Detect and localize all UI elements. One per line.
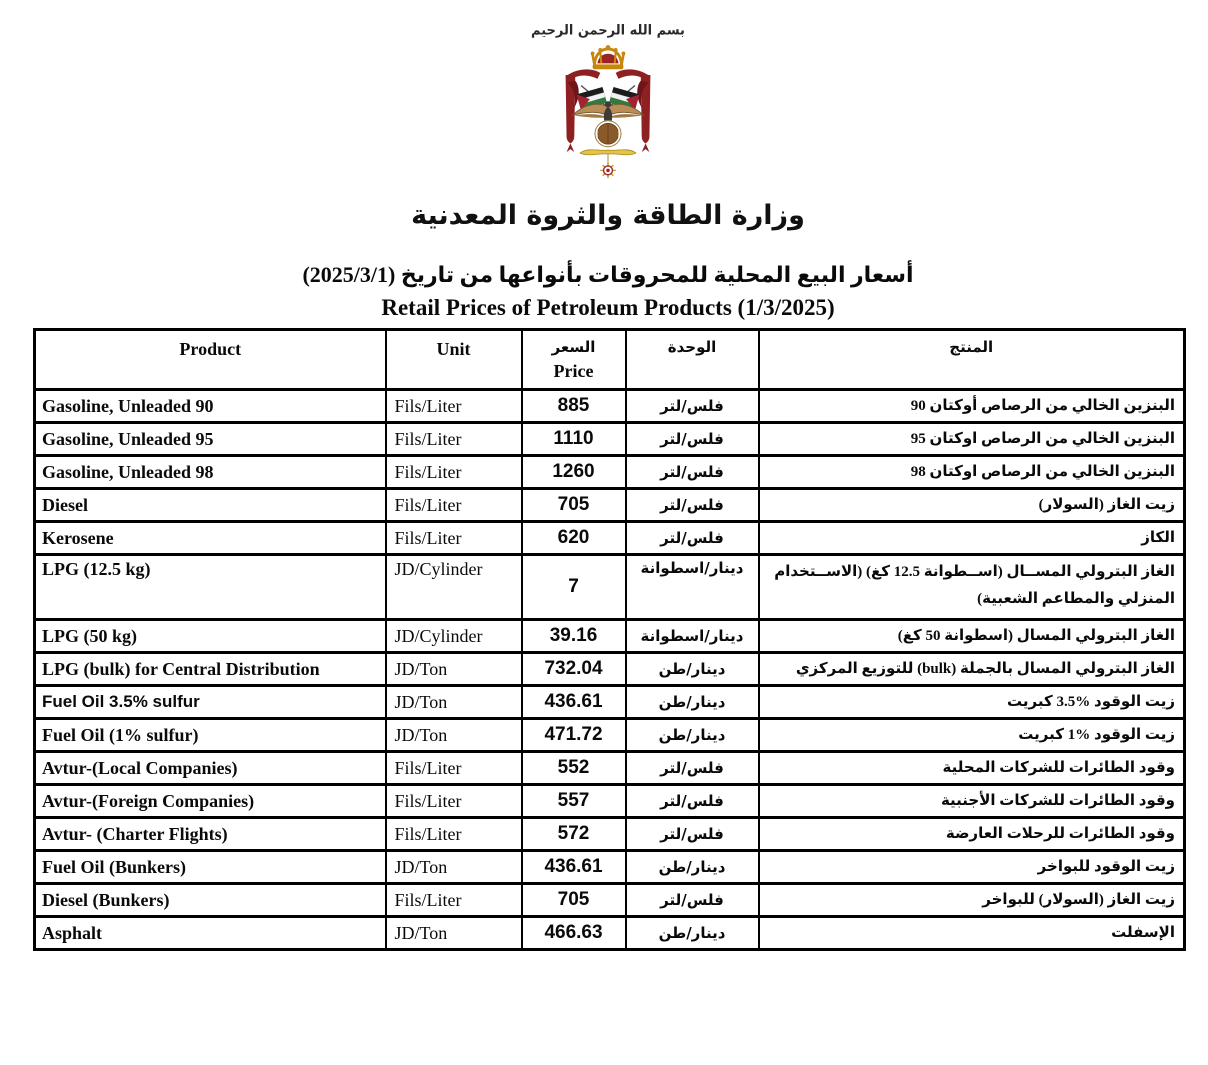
document-title-arabic: أسعار البيع المحلية للمحروقات بأنواعها من تاريخ (2025/3/1) [302,262,914,287]
header-product-ar: المنتج [759,330,1185,390]
unit-en-cell: JD/Cylinder [386,555,522,620]
letterhead [33,0,1183,324]
unit-en-cell: JD/Cylinder [386,620,522,653]
table-row [35,456,1185,489]
unit-en-cell: JD/Ton [386,917,522,950]
table-row [35,555,1185,620]
table-header-row [35,330,1185,390]
unit-ar-cell: فلس/لتر [626,818,759,851]
header-price-ar: السعر [551,338,596,356]
product-ar-cell: زيت الغاز (السولار) للبواخر [759,884,1185,917]
product-ar-cell: الكاز [759,522,1185,555]
table-row [35,851,1185,884]
product-ar-cell: الغاز البترولي المسال (اسطوانة 50 كغ) [759,620,1185,653]
header-product-en: Product [35,330,386,390]
document-page [33,0,1183,951]
price-cell: 471.72 [522,719,626,752]
unit-ar-cell: فلس/لتر [626,752,759,785]
petroleum-prices-table [33,328,1186,951]
price-cell: 1260 [522,456,626,489]
header-unit-en: Unit [386,330,522,390]
unit-en-cell: JD/Ton [386,719,522,752]
price-cell: 7 [522,555,626,620]
table-row [35,752,1185,785]
unit-en-cell: Fils/Liter [386,522,522,555]
product-ar-cell: وقود الطائرات للرحلات العارضة [759,818,1185,851]
table-row [35,719,1185,752]
product-en-cell: Avtur-(Foreign Companies) [35,785,386,818]
product-ar-cell: البنزين الخالي من الرصاص أوكتان 90 [759,390,1185,423]
jordan-coat-of-arms [555,44,661,184]
price-cell: 705 [522,884,626,917]
product-ar-cell: زيت الوقود للبواخر [759,851,1185,884]
product-ar-cell: الإسفلت [759,917,1185,950]
unit-ar-cell: فلس/لتر [626,522,759,555]
product-en-cell: Kerosene [35,522,386,555]
price-cell: 39.16 [522,620,626,653]
unit-ar-cell: دينار/طن [626,719,759,752]
unit-en-cell: JD/Ton [386,851,522,884]
unit-en-cell: Fils/Liter [386,489,522,522]
table-row [35,884,1185,917]
table-row [35,686,1185,719]
unit-ar-cell: دينار/طن [626,851,759,884]
table-row [35,917,1185,950]
price-cell: 436.61 [522,686,626,719]
product-ar-cell: زيت الوقود %3.5 كبريت [759,686,1185,719]
unit-ar-cell: فلس/لتر [626,423,759,456]
product-en-cell: Diesel [35,489,386,522]
product-ar-cell: البنزين الخالي من الرصاص اوكتان 98 [759,456,1185,489]
unit-en-cell: JD/Ton [386,686,522,719]
table-row [35,785,1185,818]
product-ar-cell: زيت الوقود %1 كبريت [759,719,1185,752]
unit-en-cell: Fils/Liter [386,456,522,489]
product-en-cell: LPG (bulk) for Central Distribution [35,653,386,686]
table-row [35,620,1185,653]
product-en-cell: Fuel Oil (1% sulfur) [35,719,386,752]
price-cell: 1110 [522,423,626,456]
product-ar-cell: الغاز البترولي المسال بالجملة (bulk) للتوزيع المركزي [759,653,1185,686]
product-en-cell: Avtur- (Charter Flights) [35,818,386,851]
price-cell: 436.61 [522,851,626,884]
unit-ar-cell: دينار/طن [626,653,759,686]
product-en-cell: Avtur-(Local Companies) [35,752,386,785]
unit-ar-cell: فلس/لتر [626,785,759,818]
product-en-cell: Gasoline, Unleaded 90 [35,390,386,423]
unit-ar-cell: دينار/طن [626,917,759,950]
product-ar-cell: وقود الطائرات للشركات المحلية [759,752,1185,785]
price-cell: 466.63 [522,917,626,950]
ministry-name-calligraphy: وزارة الطاقة والثروة المعدنية [411,200,805,231]
table-row [35,818,1185,851]
medallion-icon [600,154,615,178]
unit-en-cell: Fils/Liter [386,423,522,456]
product-en-cell: LPG (12.5 kg) [35,555,386,620]
unit-ar-cell: دينار/اسطوانة [626,555,759,620]
table-row [35,423,1185,456]
unit-en-cell: JD/Ton [386,653,522,686]
globe-icon [595,121,621,147]
price-cell: 620 [522,522,626,555]
table-row [35,489,1185,522]
product-ar-cell: وقود الطائرات للشركات الأجنبية [759,785,1185,818]
price-cell: 705 [522,489,626,522]
unit-ar-cell: فلس/لتر [626,390,759,423]
product-en-cell: Gasoline, Unleaded 98 [35,456,386,489]
emblem-wrap [33,44,1183,186]
product-ar-cell: الغاز البترولي المســال (اســطوانة 12.5 كغ) (الاســتخدام المنزلي والمطاعم الشعبية) [759,555,1185,620]
header-unit-ar: الوحدة [626,330,759,390]
header-price-en: Price [553,361,594,381]
table-row [35,653,1185,686]
unit-ar-cell: دينار/اسطوانة [626,620,759,653]
unit-ar-cell: دينار/طن [626,686,759,719]
table-row [35,390,1185,423]
price-cell: 557 [522,785,626,818]
unit-en-cell: Fils/Liter [386,884,522,917]
bismillah-calligraphy: بسم الله الرحمن الرحيم [531,23,685,39]
crown-icon [591,45,626,69]
product-en-cell: Asphalt [35,917,386,950]
unit-ar-cell: فلس/لتر [626,456,759,489]
unit-ar-cell: فلس/لتر [626,884,759,917]
unit-en-cell: Fils/Liter [386,752,522,785]
product-ar-cell: زيت الغاز (السولار) [759,489,1185,522]
document-title-english: Retail Prices of Petroleum Products (1/3/2025) [381,295,835,320]
unit-en-cell: Fils/Liter [386,785,522,818]
product-en-cell: Diesel (Bunkers) [35,884,386,917]
price-cell: 732.04 [522,653,626,686]
price-cell: 572 [522,818,626,851]
header-price [522,330,626,390]
product-en-cell: Fuel Oil (Bunkers) [35,851,386,884]
unit-en-cell: Fils/Liter [386,390,522,423]
price-cell: 552 [522,752,626,785]
product-ar-cell: البنزين الخالي من الرصاص اوكتان 95 [759,423,1185,456]
unit-en-cell: Fils/Liter [386,818,522,851]
product-en-cell: Fuel Oil 3.5% sulfur [35,686,386,719]
product-en-cell: LPG (50 kg) [35,620,386,653]
price-cell: 885 [522,390,626,423]
product-en-cell: Gasoline, Unleaded 95 [35,423,386,456]
unit-ar-cell: فلس/لتر [626,489,759,522]
table-row [35,522,1185,555]
